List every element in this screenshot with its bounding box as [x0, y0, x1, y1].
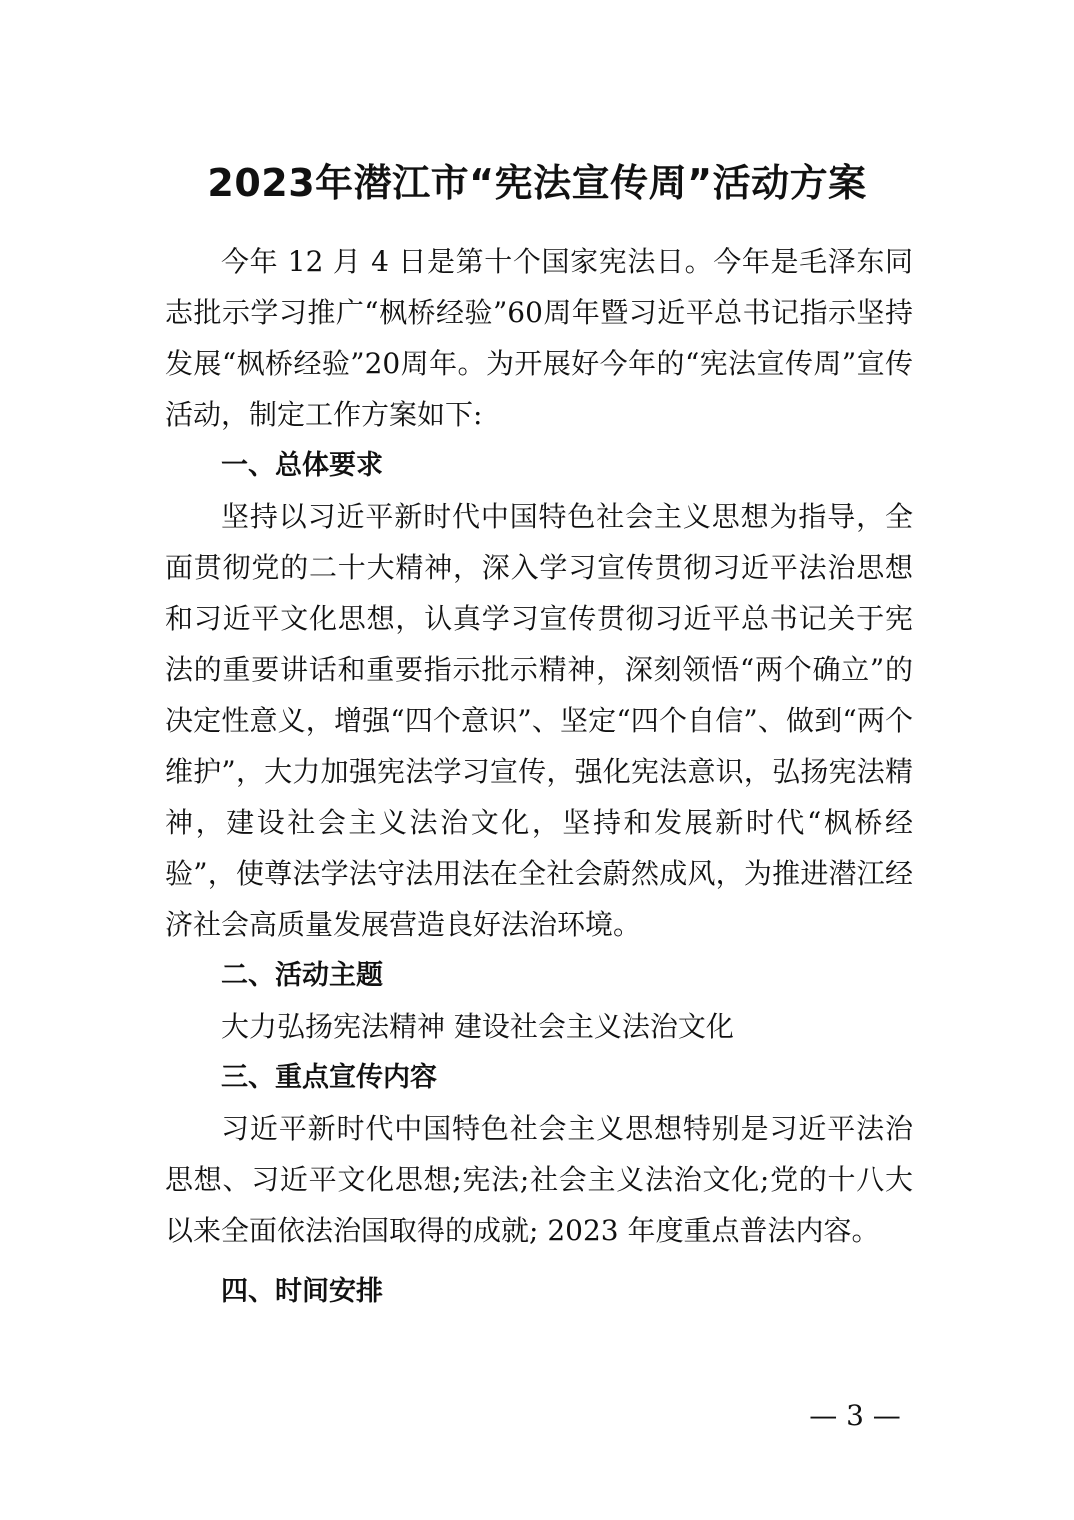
document-body — [165, 236, 913, 1317]
section-content-key-content: 习近平新时代中国特色社会主义思想特别是习近平法治思想、习近平文化思想;宪法;社会主义法治文化;党的十八大以来全面依法治国取得的成就; 2023 年度重点普法内容。 — [165, 1112, 913, 1247]
section-heading-general-requirements: 一、总体要求 — [221, 450, 383, 481]
section-content-general-requirements: 坚持以习近平新时代中国特色社会主义思想为指导，全面贯彻党的二十大精神，深入学习宣传贯彻习近平法治思想和习近平文化思想，认真学习宣传贯彻习近平总书记关于宪法的重要讲话和重要指示批示精神，深刻领悟“两个确立”的决定性意义，增强“四个意识”、坚定“四个自信”、做到“两个维护”，大力加强宪法学习宣传，强化宪法意识，弘扬宪法精神，建设社会主义法治文化，坚持和发展新时代“枫桥经验”，使尊法学法守法用法在全社会蔚然成风，为推进潜江经济社会高质量发展营造良好法治环境。 — [165, 500, 913, 941]
section-content-activity-theme: 大力弘扬宪法精神 建设社会主义法治文化 — [221, 1010, 734, 1043]
page-number: — 3 — — [809, 1399, 901, 1432]
section-heading-key-content: 三、重点宣传内容 — [221, 1062, 437, 1093]
intro-paragraph: 今年 12 月 4 日是第十个国家宪法日。今年是毛泽东同志批示学习推广“枫桥经验”60周年暨习近平总书记指示坚持发展“枫桥经验”20周年。为开展好今年的“宪法宣传周”宣传活动，制定工作方案如下: — [165, 245, 913, 431]
document-title: 2023年潜江市“宪法宣传周”活动方案 — [207, 161, 867, 206]
section-heading-activity-theme: 二、活动主题 — [221, 960, 383, 991]
section-heading-schedule: 四、时间安排 — [221, 1276, 383, 1307]
